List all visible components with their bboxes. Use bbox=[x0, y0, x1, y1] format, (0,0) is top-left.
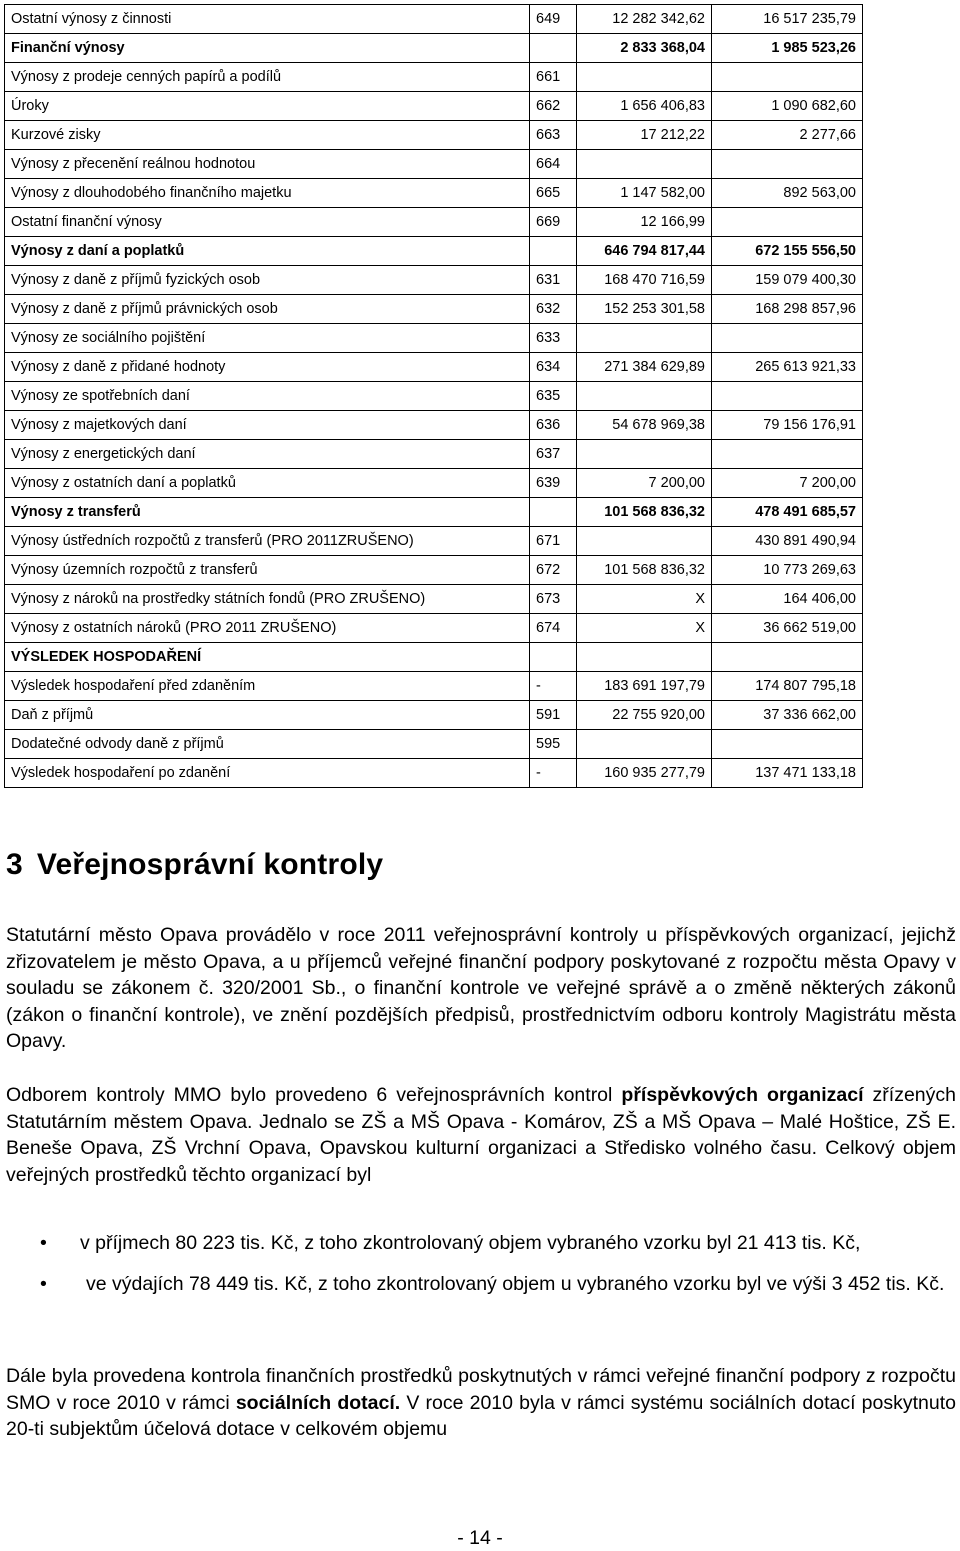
bullet-item-expenses bbox=[6, 1271, 956, 1298]
row-label: Výnosy z daně z příjmů právnických osob bbox=[5, 295, 530, 324]
row-value-previous: 79 156 176,91 bbox=[712, 411, 863, 440]
row-label: Výnosy z dlouhodobého finančního majetku bbox=[5, 179, 530, 208]
paragraph-inspections-bold: příspěvkových organizací bbox=[621, 1084, 864, 1106]
row-value-previous bbox=[712, 63, 863, 92]
paragraph-social-before: Dále byla provedena kontrola finančních prostředků poskytnutých v rámci veřejné finanční podpory z rozpočtu SMO v roce 2010 v rámci bbox=[6, 1365, 956, 1414]
table-row bbox=[5, 672, 863, 701]
row-label: Výnosy z ostatních nároků (PRO 2011 ZRUŠENO) bbox=[5, 614, 530, 643]
row-label: Výnosy ze sociálního pojištění bbox=[5, 324, 530, 353]
row-value-current: 22 755 920,00 bbox=[577, 701, 712, 730]
bullet-text-income: v příjmech 80 223 tis. Kč, z toho zkontrolovaný objem vybraného vzorku byl 21 413 tis. Kč, bbox=[80, 1232, 861, 1254]
paragraph-legal-basis: Statutární město Opava provádělo v roce 2011 veřejnosprávní kontroly u příspěvkových organizací, jejichž zřizovatelem je město Opava, a u příjemců veřejné finanční podpory poskytované z rozpočtu města Opavy v souladu se zákonem č. 320/2001 Sb., o finanční kontrole ve veřejné správě a o změně některých zákonů (zákon o finanční kontrole), ve znění pozdějších předpisů, prostřednictvím odboru kontroly Magistrátu města Opavy. bbox=[6, 924, 956, 1052]
row-code: 633 bbox=[530, 324, 577, 353]
paragraph-inspections bbox=[6, 1082, 956, 1188]
row-code: 649 bbox=[530, 5, 577, 34]
row-value-previous: 478 491 685,57 bbox=[712, 498, 863, 527]
row-code: 636 bbox=[530, 411, 577, 440]
row-value-current: 12 166,99 bbox=[577, 208, 712, 237]
row-value-previous: 265 613 921,33 bbox=[712, 353, 863, 382]
table-row bbox=[5, 498, 863, 527]
volume-bullet-list bbox=[6, 1230, 956, 1297]
row-value-previous: 2 277,66 bbox=[712, 121, 863, 150]
row-label: Výnosy z transferů bbox=[5, 498, 530, 527]
row-label: Výnosy z daně z příjmů fyzických osob bbox=[5, 266, 530, 295]
row-value-current: 183 691 197,79 bbox=[577, 672, 712, 701]
table-row bbox=[5, 614, 863, 643]
table-row bbox=[5, 121, 863, 150]
section-title: Veřejnosprávní kontroly bbox=[36, 848, 384, 881]
table-row bbox=[5, 527, 863, 556]
row-code: 664 bbox=[530, 150, 577, 179]
row-code: 591 bbox=[530, 701, 577, 730]
row-code: 632 bbox=[530, 295, 577, 324]
row-value-previous: 37 336 662,00 bbox=[712, 701, 863, 730]
bullet-text-expenses: ve výdajích 78 449 tis. Kč, z toho zkontrolovaný objem u vybraného vzorku byl ve výši 3 452 tis. Kč. bbox=[86, 1272, 945, 1295]
row-code: 669 bbox=[530, 208, 577, 237]
row-value-current: 7 200,00 bbox=[577, 469, 712, 498]
row-value-current: 168 470 716,59 bbox=[577, 266, 712, 295]
row-value-previous bbox=[712, 643, 863, 672]
row-value-current bbox=[577, 643, 712, 672]
row-value-current: X bbox=[577, 585, 712, 614]
row-label: Výnosy z daně z přidané hodnoty bbox=[5, 353, 530, 382]
paragraph-social-bold: sociálních dotací. bbox=[235, 1391, 401, 1414]
row-value-current bbox=[577, 440, 712, 469]
row-code: 631 bbox=[530, 266, 577, 295]
row-value-current: 646 794 817,44 bbox=[577, 237, 712, 266]
row-value-previous: 430 891 490,94 bbox=[712, 527, 863, 556]
row-code: 671 bbox=[530, 527, 577, 556]
row-value-current bbox=[577, 730, 712, 759]
row-label: Dodatečné odvody daně z příjmů bbox=[5, 730, 530, 759]
paragraph-inspections-before: Odborem kontroly MMO bylo provedeno 6 veřejnosprávních kontrol bbox=[6, 1084, 622, 1106]
table-row bbox=[5, 469, 863, 498]
row-value-current bbox=[577, 63, 712, 92]
bullet-marker: • bbox=[40, 1272, 47, 1295]
row-label: Ostatní finanční výnosy bbox=[5, 208, 530, 237]
row-label: Výnosy z ostatních daní a poplatků bbox=[5, 469, 530, 498]
row-code bbox=[530, 643, 577, 672]
row-code: 674 bbox=[530, 614, 577, 643]
row-value-current bbox=[577, 382, 712, 411]
row-code: 634 bbox=[530, 353, 577, 382]
row-value-previous bbox=[712, 324, 863, 353]
table-row bbox=[5, 179, 863, 208]
table-row bbox=[5, 643, 863, 672]
row-label: Finanční výnosy bbox=[5, 34, 530, 63]
row-value-previous bbox=[712, 730, 863, 759]
row-value-current: 160 935 277,79 bbox=[577, 759, 712, 788]
row-code: 639 bbox=[530, 469, 577, 498]
paragraph-inspections-after: zřízených Statutárním městem Opava. Jednalo se ZŠ a MŠ Opava - Komárov, ZŠ a MŠ Opava – Malé Hoštice, ZŠ E. Beneše Opava, ZŠ Vrchní Opava, Opavskou kulturní organizaci a Středisko volného času. Celkový objem veřejných prostředků těchto organizací byl bbox=[6, 1084, 956, 1186]
row-value-current: 54 678 969,38 bbox=[577, 411, 712, 440]
row-code: - bbox=[530, 672, 577, 701]
row-label: Daň z příjmů bbox=[5, 701, 530, 730]
table-row bbox=[5, 63, 863, 92]
row-code bbox=[530, 237, 577, 266]
row-value-previous: 16 517 235,79 bbox=[712, 5, 863, 34]
row-code: 661 bbox=[530, 63, 577, 92]
table-row bbox=[5, 92, 863, 121]
table-row bbox=[5, 266, 863, 295]
row-code: 665 bbox=[530, 179, 577, 208]
row-value-previous: 892 563,00 bbox=[712, 179, 863, 208]
row-label: Výsledek hospodaření po zdanění bbox=[5, 759, 530, 788]
financial-table bbox=[4, 4, 863, 788]
table-row bbox=[5, 730, 863, 759]
row-value-previous bbox=[712, 150, 863, 179]
row-code: 672 bbox=[530, 556, 577, 585]
page-number: - 14 - bbox=[457, 1527, 503, 1549]
table-row bbox=[5, 759, 863, 788]
row-label: Výnosy z majetkových daní bbox=[5, 411, 530, 440]
row-code bbox=[530, 34, 577, 63]
row-value-current: 1 147 582,00 bbox=[577, 179, 712, 208]
row-label: Výnosy ústředních rozpočtů z transferů (PRO 2011ZRUŠENO) bbox=[5, 527, 530, 556]
row-value-current bbox=[577, 150, 712, 179]
row-label: Výnosy z daní a poplatků bbox=[5, 237, 530, 266]
row-value-current: 271 384 629,89 bbox=[577, 353, 712, 382]
table-row bbox=[5, 237, 863, 266]
paragraph-social-after: V roce 2010 byla v rámci systému sociálních dotací poskytnuto 20-ti subjektům účelová dotace v celkovém objemu bbox=[6, 1391, 956, 1440]
row-value-current bbox=[577, 324, 712, 353]
row-code bbox=[530, 498, 577, 527]
table-row bbox=[5, 295, 863, 324]
table-row bbox=[5, 353, 863, 382]
bullet-item-income bbox=[6, 1230, 956, 1257]
row-label: Ostatní výnosy z činnosti bbox=[5, 5, 530, 34]
row-value-previous: 159 079 400,30 bbox=[712, 266, 863, 295]
table-row bbox=[5, 150, 863, 179]
table-row bbox=[5, 208, 863, 237]
row-code: 662 bbox=[530, 92, 577, 121]
row-value-previous: 10 773 269,63 bbox=[712, 556, 863, 585]
table-row bbox=[5, 701, 863, 730]
paragraph-social-grants bbox=[6, 1363, 956, 1443]
row-value-previous: 1 985 523,26 bbox=[712, 34, 863, 63]
table-row bbox=[5, 5, 863, 34]
row-value-current: 152 253 301,58 bbox=[577, 295, 712, 324]
row-value-current: 12 282 342,62 bbox=[577, 5, 712, 34]
row-value-previous: 36 662 519,00 bbox=[712, 614, 863, 643]
section-heading bbox=[6, 848, 383, 882]
row-value-previous bbox=[712, 382, 863, 411]
table-row bbox=[5, 556, 863, 585]
row-value-previous: 168 298 857,96 bbox=[712, 295, 863, 324]
row-label: VÝSLEDEK HOSPODAŘENÍ bbox=[5, 643, 530, 672]
row-value-previous: 1 090 682,60 bbox=[712, 92, 863, 121]
row-code: - bbox=[530, 759, 577, 788]
row-value-current: 101 568 836,32 bbox=[577, 556, 712, 585]
table-row bbox=[5, 440, 863, 469]
row-value-current: 2 833 368,04 bbox=[577, 34, 712, 63]
row-label: Úroky bbox=[5, 92, 530, 121]
row-code: 595 bbox=[530, 730, 577, 759]
row-code: 673 bbox=[530, 585, 577, 614]
row-value-current bbox=[577, 527, 712, 556]
row-value-current: X bbox=[577, 614, 712, 643]
row-label: Výnosy z nároků na prostředky státních fondů (PRO ZRUŠENO) bbox=[5, 585, 530, 614]
table-row bbox=[5, 34, 863, 63]
table-row bbox=[5, 324, 863, 353]
table-row bbox=[5, 411, 863, 440]
row-value-previous bbox=[712, 208, 863, 237]
row-label: Výnosy ze spotřebních daní bbox=[5, 382, 530, 411]
financial-table-body bbox=[5, 5, 863, 788]
bullet-marker: • bbox=[40, 1232, 47, 1254]
row-code: 663 bbox=[530, 121, 577, 150]
row-label: Výnosy územních rozpočtů z transferů bbox=[5, 556, 530, 585]
row-code: 635 bbox=[530, 382, 577, 411]
row-label: Kurzové zisky bbox=[5, 121, 530, 150]
row-value-previous: 164 406,00 bbox=[712, 585, 863, 614]
row-value-previous bbox=[712, 440, 863, 469]
row-code: 637 bbox=[530, 440, 577, 469]
table-row bbox=[5, 382, 863, 411]
row-label: Výnosy z přecenění reálnou hodnotou bbox=[5, 150, 530, 179]
row-value-current: 1 656 406,83 bbox=[577, 92, 712, 121]
row-value-previous: 137 471 133,18 bbox=[712, 759, 863, 788]
row-value-previous: 7 200,00 bbox=[712, 469, 863, 498]
row-value-previous: 174 807 795,18 bbox=[712, 672, 863, 701]
row-label: Výnosy z energetických daní bbox=[5, 440, 530, 469]
row-value-current: 17 212,22 bbox=[577, 121, 712, 150]
row-value-current: 101 568 836,32 bbox=[577, 498, 712, 527]
row-value-previous: 672 155 556,50 bbox=[712, 237, 863, 266]
table-row bbox=[5, 585, 863, 614]
section-number: 3 bbox=[6, 848, 23, 881]
row-label: Výsledek hospodaření před zdaněním bbox=[5, 672, 530, 701]
row-label: Výnosy z prodeje cenných papírů a podílů bbox=[5, 63, 530, 92]
